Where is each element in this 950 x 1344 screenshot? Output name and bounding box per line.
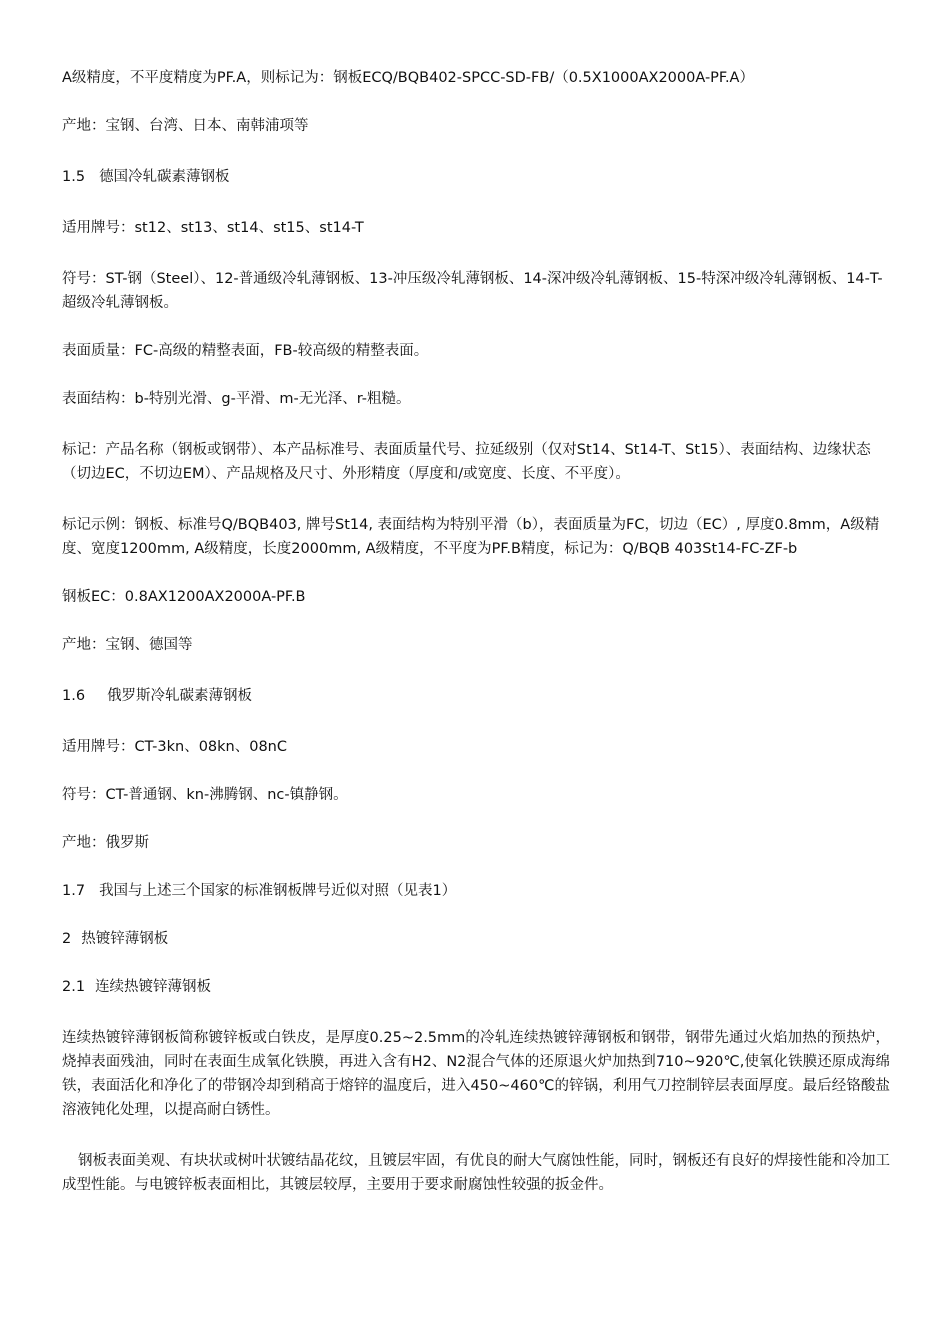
paragraph-marking: 标记：产品名称（钢板或钢带）、本产品标准号、表面质量代号、拉延级别（仅对St14、St14-T、St15）、表面结构、边缘状态（切边EC，不切边EM）、产品规格及尺寸、外形精度（厚度和/或宽度、长度、不平度）。 <box>62 442 871 482</box>
paragraph-surface-quality: 表面质量：FC-高级的精整表面，FB-较高级的精整表面。 <box>62 343 429 359</box>
paragraph-german-symbols: 符号：ST-钢（Steel）、12-普通级冷轧薄钢板、13-冲压级冷轧薄钢板、14-深冲级冷轧薄钢板、15-特深冲级冷轧薄钢板、14-T-超级冷轧薄钢板。 <box>62 271 883 311</box>
paragraph-steel-ec: 钢板EC：0.8AⅩ1200AⅩ2000A-PF.B <box>62 589 306 605</box>
paragraph-german-grades: 适用牌号：st12、st13、st14、st15、st14-T <box>62 220 364 236</box>
section-title: 俄罗斯冷轧碳素薄钢板 <box>107 688 253 704</box>
paragraph-galvanizing-process: 连续热镀锌薄钢板简称镀锌板或白铁皮，是厚度0.25~2.5mm的冷轧连续热镀锌薄钢板和钢带，钢带先通过火焰加热的预热炉，烧掉表面残油，同时在表面生成氧化铁膜，再进入含有H2、N2混合气体的还原退火炉加热到710~920℃,使氧化铁膜还原成海绵铁，表面活化和净化了的带钢冷却到稍高于熔锌的温度后，进入450~460℃的锌锅，利用气刀控制锌层表面厚度。最后经铬酸盐溶液钝化处理，以提高耐白锈性。 <box>62 1030 890 1118</box>
paragraph-galvanized-properties: 钢板表面美观、有块状或树叶状镀结晶花纹，且镀层牢固，有优良的耐大气腐蚀性能，同时，钢板还有良好的焊接性能和冷加工成型性能。与电镀锌板表面相比，其镀层较厚，主要用于要求耐腐蚀性较强的扳金件。 <box>62 1153 890 1193</box>
section-title: 我国与上述三个国家的标准钢板牌号近似对照（见表1） <box>99 883 457 899</box>
paragraph-origin-baosteel: 产地：宝钢、台湾、日本、南韩浦项等 <box>62 118 309 134</box>
section-heading-2 <box>62 927 890 951</box>
section-heading-2-1 <box>62 975 890 999</box>
section-number: 2.1 <box>62 979 86 995</box>
section-number: 1.6 <box>62 688 86 704</box>
section-number: 2 <box>62 931 72 947</box>
section-title: 热镀锌薄钢板 <box>81 931 169 947</box>
paragraph-russian-symbols: 符号：CT-普通钢、kn-沸腾钢、nc-镇静钢。 <box>62 787 348 803</box>
section-title: 连续热镀锌薄钢板 <box>95 979 212 995</box>
paragraph-russian-grades: 适用牌号：CT-3kn、08kn、08nC <box>62 739 287 755</box>
paragraph-origin-russia: 产地：俄罗斯 <box>62 835 149 851</box>
paragraph-origin-germany: 产地：宝钢、德国等 <box>62 637 193 653</box>
paragraph-marking-example: 标记示例：钢板、标准号Q/BQB403, 牌号St14, 表面结构为特别平滑（b），表面质量为FC，切边（EC）, 厚度0.8mm，A级精度、宽度1200mm, A级精度，长度2000mm, A级精度，不平度为PF.B精度，标记为：Q/BQB 403St14-FC-ZF-b <box>62 517 880 557</box>
section-number: 1.7 <box>62 883 86 899</box>
section-title: 德国冷轧碳素薄钢板 <box>99 169 230 185</box>
section-heading-1-7 <box>62 879 890 903</box>
section-heading-1-5 <box>62 165 890 189</box>
section-number: 1.5 <box>62 169 86 185</box>
paragraph-surface-structure: 表面结构：b-特别光滑、g-平滑、m-无光泽、r-粗糙。 <box>62 391 411 407</box>
paragraph-marking-continuation: A级精度，不平度精度为PF.A，则标记为：钢板ECQ/BQB402-SPCC-SD-FB/（0.5Ⅹ1000AⅩ2000A-PF.A） <box>62 70 754 86</box>
section-heading-1-6 <box>62 684 890 708</box>
